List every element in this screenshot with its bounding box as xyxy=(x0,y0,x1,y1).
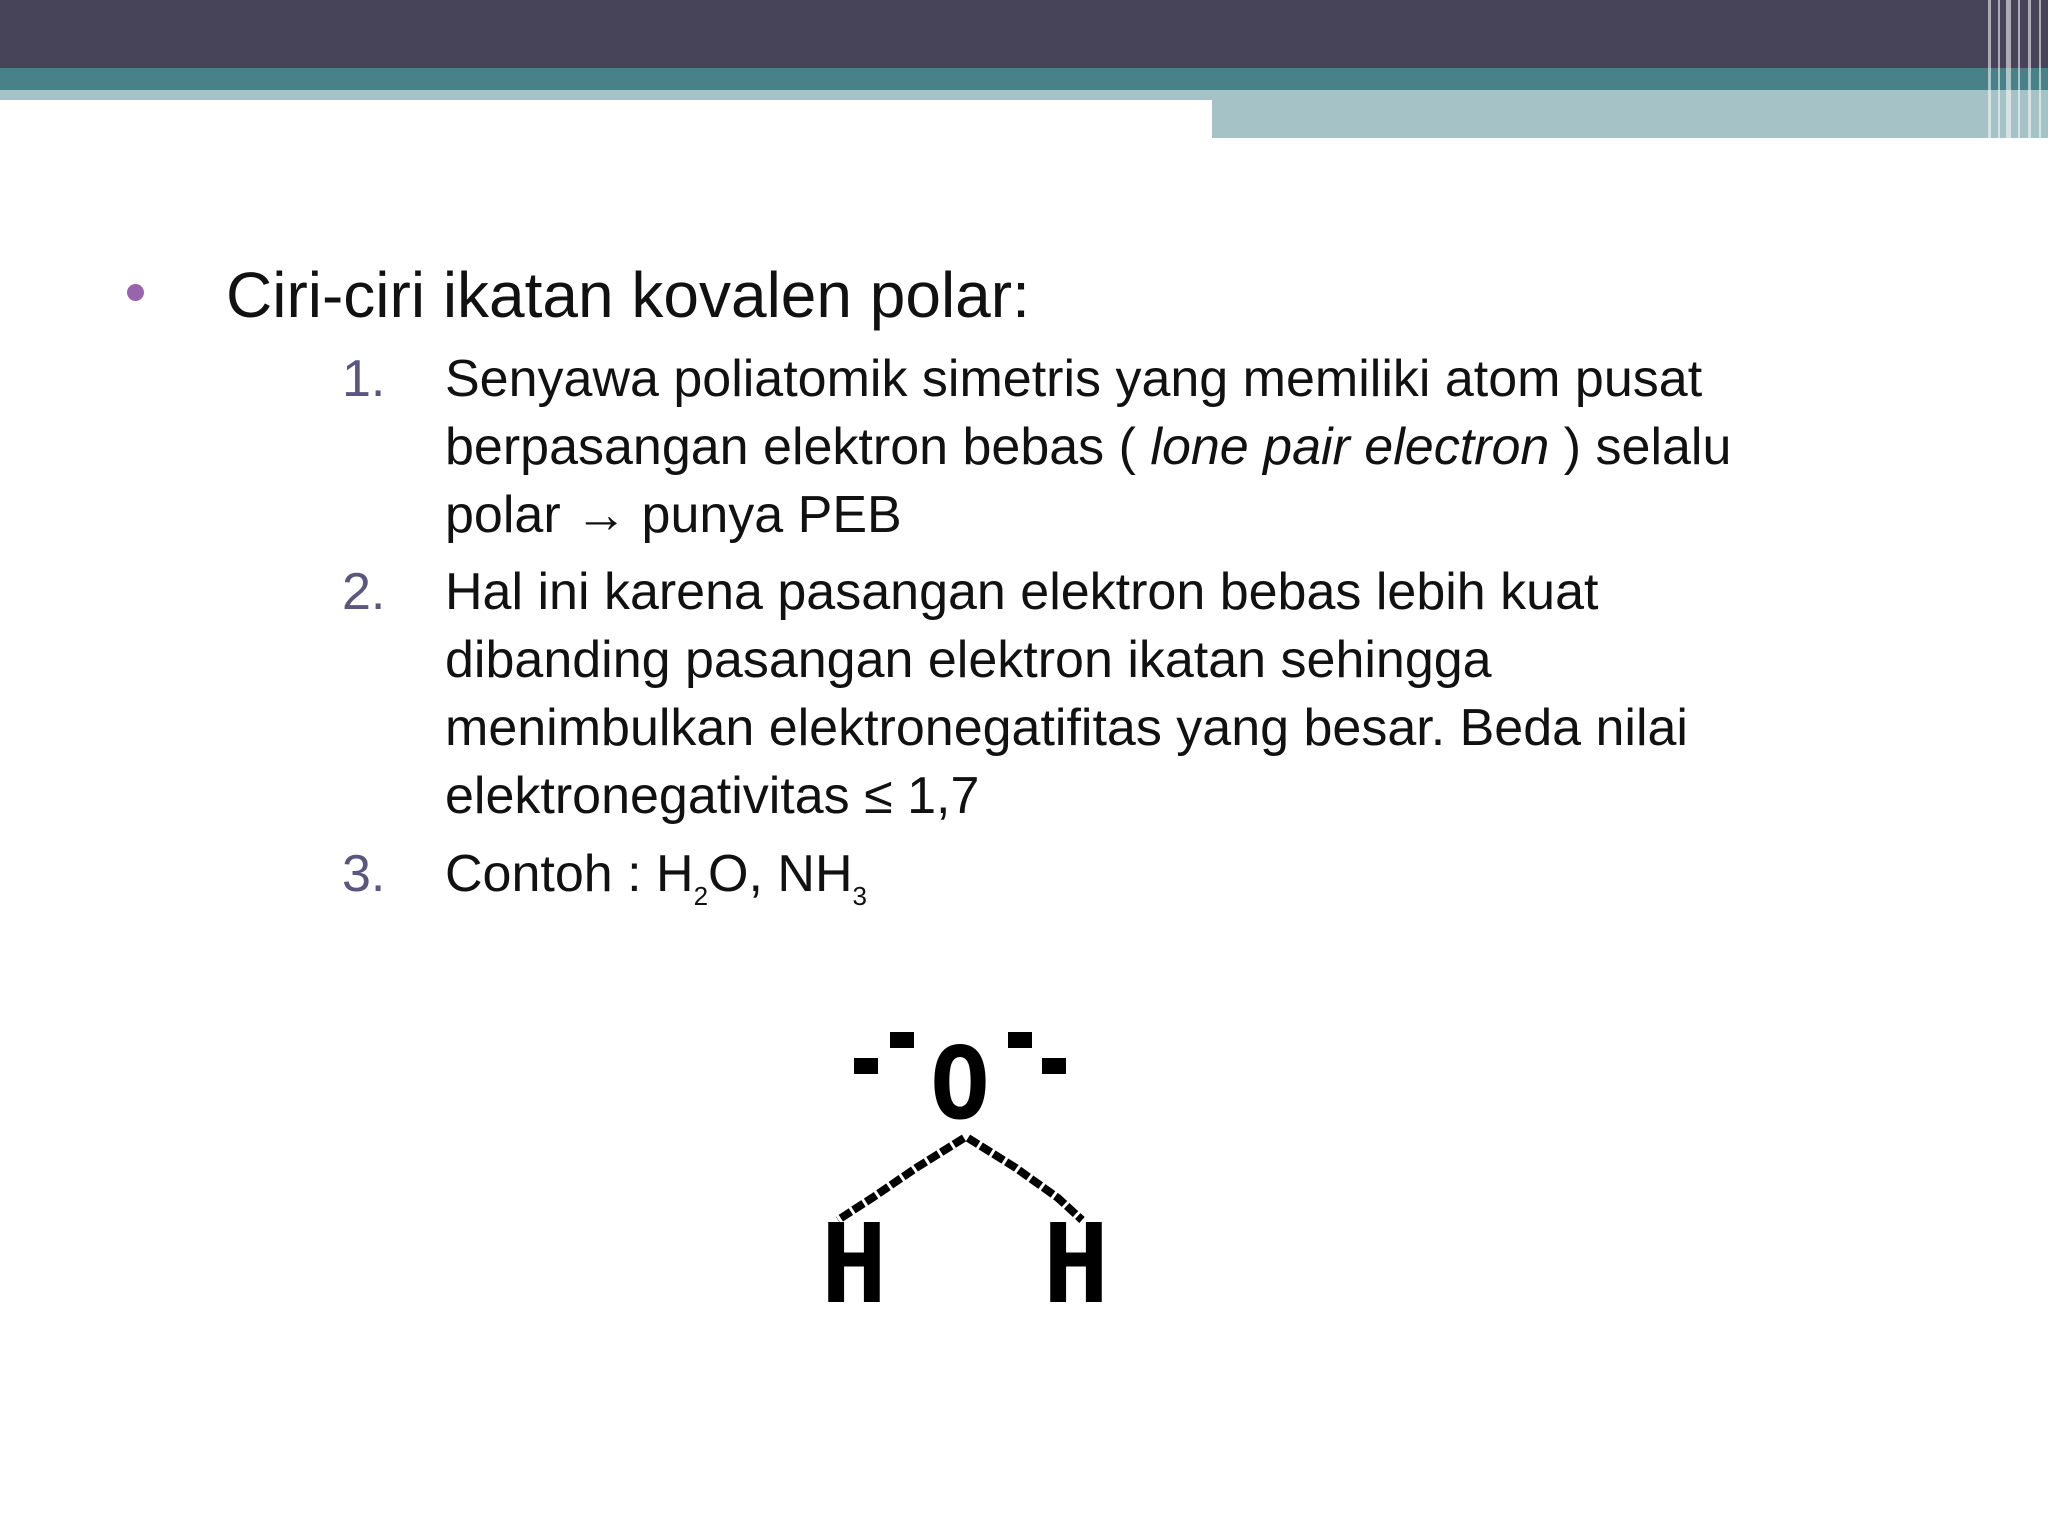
formula-text: O, NH xyxy=(708,845,853,903)
list-item-italic-term: lone pair electron xyxy=(1150,418,1550,476)
header-stripes xyxy=(1984,0,2048,138)
bullet-heading-text: Ciri-ciri ikatan kovalen polar: xyxy=(226,259,1030,331)
list-item-line xyxy=(445,840,867,911)
formula-subscript: 3 xyxy=(852,881,867,911)
lone-pair-dot xyxy=(1008,1032,1032,1048)
header-bar-dark xyxy=(0,0,2048,68)
list-item-line: Senyawa poliatomik simetris yang memiliki atom pusat xyxy=(445,350,1703,408)
list-item-line: polar → punya PEB xyxy=(445,486,902,544)
water-lewis-structure xyxy=(790,1020,1150,1320)
formula-subscript: 2 xyxy=(693,881,709,911)
list-item-number: 3. xyxy=(342,845,386,903)
header-bar-light-right xyxy=(1212,90,2048,138)
list-item-line: Hal ini karena pasangan elektron bebas lebih kuat xyxy=(445,563,1599,621)
right-hydrogen-label: H xyxy=(1042,1200,1110,1320)
bullet-dot-icon xyxy=(127,284,144,301)
lone-pair-dot xyxy=(1042,1058,1066,1074)
left-hydrogen-label: H xyxy=(820,1200,888,1320)
formula-text: Contoh : H xyxy=(445,845,694,903)
header-bar-teal xyxy=(0,68,2048,90)
list-item-line: menimbulkan elektronegatifitas yang besar. Beda nilai xyxy=(445,699,1688,757)
bullet-heading xyxy=(0,255,2048,335)
header-bar-light-left xyxy=(0,90,1212,100)
lone-pair-dot xyxy=(854,1058,878,1074)
lone-pair-dot xyxy=(890,1032,914,1048)
list-item-text: ) selalu xyxy=(1549,418,1732,476)
list-item-text: berpasangan elektron bebas ( xyxy=(445,418,1151,476)
list-item-line: dibanding pasangan elektron ikatan sehingga xyxy=(445,631,1492,689)
list-item-number: 2. xyxy=(342,563,386,621)
list-item-line: elektronegativitas ≤ 1,7 xyxy=(445,767,980,825)
list-item-number: 1. xyxy=(342,350,386,408)
list-item-line xyxy=(445,413,1731,481)
center-atom-label: O xyxy=(929,1025,991,1142)
